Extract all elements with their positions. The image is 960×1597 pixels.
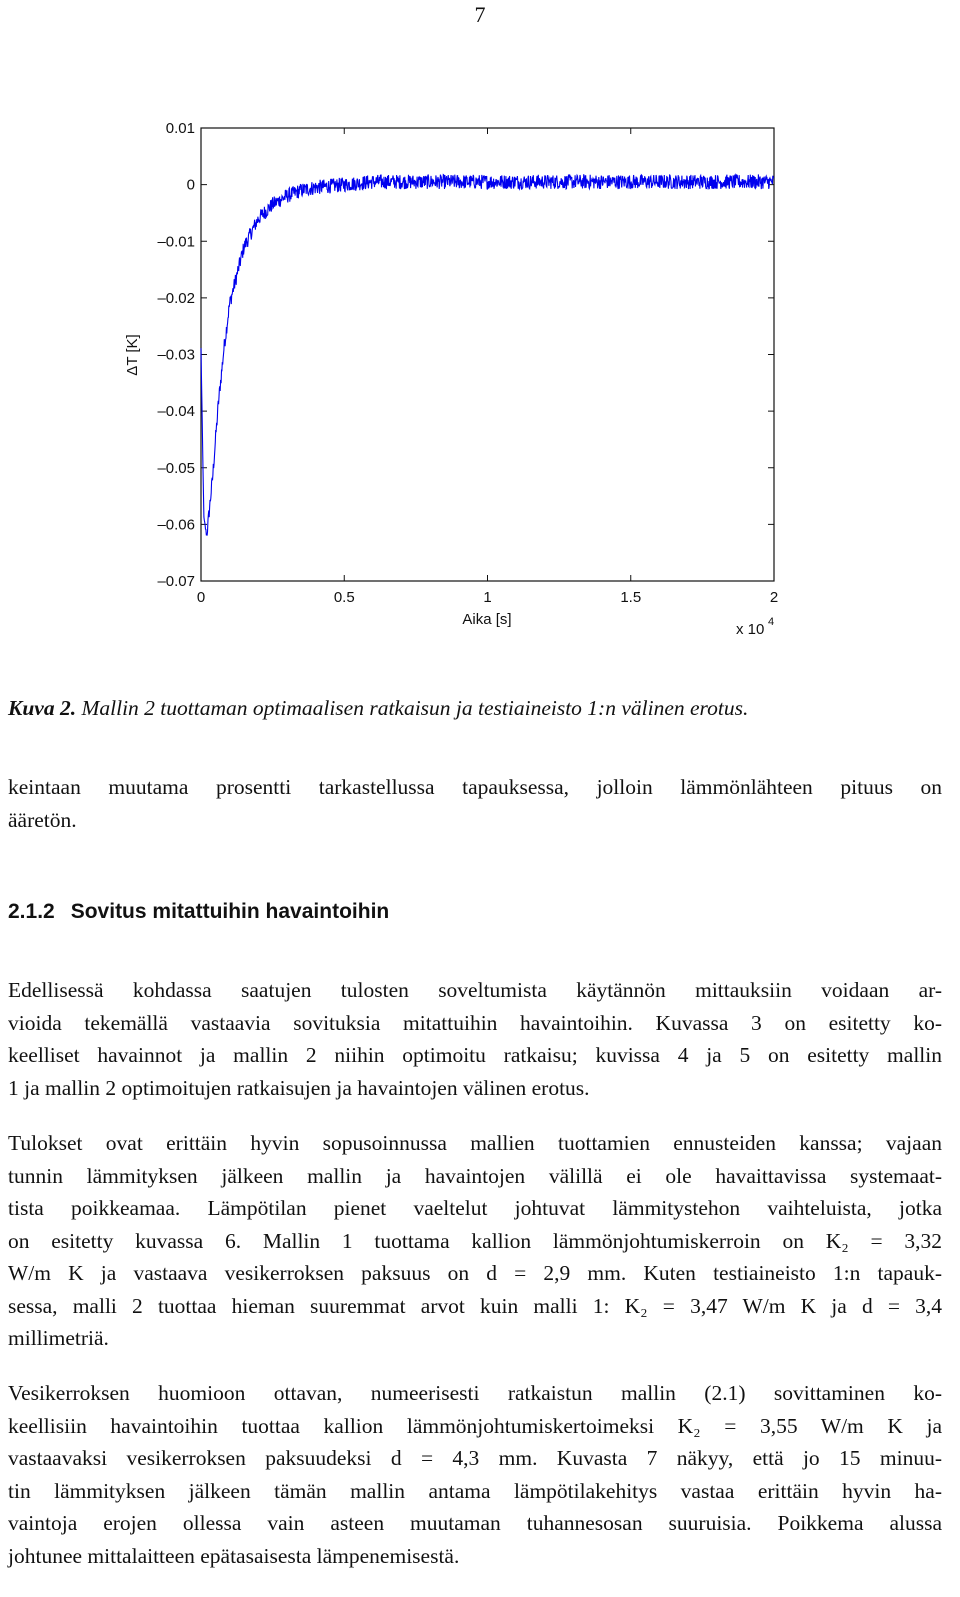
text-line: vaintoja erojen ollessa vain asteen muutaman tuhannesosan suuruisia. Poikkema alussa — [8, 1511, 942, 1535]
x-tick-label: 2 — [769, 589, 779, 606]
y-tick-label: 0 — [186, 176, 195, 194]
paragraph-2 — [8, 1127, 942, 1355]
text-line: keintaan muutama prosentti tarkastellussa tapauksessa, jolloin lämmönlähteen pituus on — [8, 775, 942, 799]
text-line: keellisiin havaintoihin tuottaa kallion lämmönjohtumiskertoimeksi K₂ = 3,55 W/m K ja — [8, 1413, 942, 1438]
text-line: vioida tekemällä vastaavia sovituksia mitattuihin havaintoihin. Kuvassa 3 on esitetty ko- — [8, 1010, 942, 1035]
caption-label: Kuva 2. — [8, 696, 77, 720]
caption-text: Mallin 2 tuottaman optimaalisen ratkaisun ja testiaineisto 1:n välinen erotus. — [76, 696, 749, 720]
section-number: 2.1.2 — [8, 900, 55, 923]
x-tick-label: 1 — [483, 589, 492, 606]
y-tick-label: 0.01 — [165, 120, 195, 137]
y-axis-label: ΔT [K] — [124, 334, 141, 376]
text-line: millimetriä. — [8, 1326, 109, 1350]
page-number: 7 — [474, 2, 486, 27]
y-tick-label: –0.05 — [157, 459, 195, 477]
text-line: johtunee mittalaitteen epätasaisesta lämpenemisestä. — [8, 1543, 460, 1568]
text-line: 1 ja mallin 2 optimoitujen ratkaisujen ja havaintojen välinen erotus. — [8, 1075, 590, 1100]
x-tick-label: 1.5 — [620, 589, 642, 606]
paragraph-1 — [8, 974, 942, 1104]
x-multiplier-exponent: 4 — [768, 616, 775, 628]
x-axis-label: Aika [s] — [462, 611, 512, 628]
section-title: Sovitus mitattuihin havaintoihin — [70, 900, 390, 923]
x-multiplier: x 10 — [736, 621, 765, 638]
y-tick-label: –0.03 — [157, 346, 195, 364]
text-line: tista poikkeamaa. Lämpötilan pienet vaeltelut johtuvat lämmitystehon vaihteluista, jotka — [8, 1196, 942, 1220]
text-line: Edellisessä kohdassa saatujen tulosten soveltumista käytännön mittauksiin voidaan ar- — [8, 978, 942, 1002]
text-line: on esitetty kuvassa 6. Mallin 1 tuottama kallion lämmönjohtumiskerroin on K₂ = 3,32 — [8, 1228, 942, 1253]
y-tick-label: –0.02 — [157, 289, 195, 307]
x-tick-label: 0.5 — [333, 589, 355, 606]
text-line: vastaavaksi vesikerroksen paksuudeksi d = 4,3 mm. Kuvasta 7 näkyy, että jo 15 minuu- — [8, 1446, 942, 1470]
text-line: sessa, malli 2 tuottaa hieman suuremmat arvot kuin malli 1: K₂ = 3,47 W/m K ja d = 3,4 — [8, 1293, 942, 1318]
y-tick-label: –0.07 — [157, 573, 195, 590]
text-line: ääretön. — [8, 807, 77, 832]
figure-caption — [8, 696, 948, 721]
text-line: Tulokset ovat erittäin hyvin sopusoinnussa mallien tuottamien ennusteiden kanssa; vajaan — [8, 1131, 942, 1155]
section-heading — [8, 900, 405, 924]
series-line — [201, 174, 774, 535]
y-tick-label: –0.01 — [157, 233, 195, 251]
text-line: tin lämmityksen jälkeen tämän mallin antama lämpötilakehitys vastaa erittäin hyvin ha- — [8, 1478, 942, 1503]
chart-series — [201, 174, 774, 535]
figure — [0, 0, 960, 695]
y-tick-label: –0.06 — [157, 516, 195, 534]
chart-ticks — [157, 120, 778, 606]
text-line: tunnin lämmityksen jälkeen mallin ja havaintojen välillä ei ole havaittavissa systemaat- — [8, 1163, 942, 1188]
text-line: W/m K ja vastaava vesikerroksen paksuus on d = 2,9 mm. Kuten testiaineisto 1:n tapauk- — [8, 1261, 942, 1285]
text-line: Vesikerroksen huomioon ottavan, numeerisesti ratkaistun mallin (2.1) sovittaminen ko- — [8, 1381, 942, 1405]
text-line: keelliset havainnot ja mallin 2 niihin optimoitu ratkaisu; kuvissa 4 ja 5 on esitetty mallin — [8, 1043, 942, 1067]
intro-paragraph — [8, 771, 942, 836]
x-tick-label: 0 — [196, 589, 206, 606]
paragraph-3 — [8, 1377, 942, 1572]
y-tick-label: –0.04 — [157, 403, 195, 421]
chart — [0, 0, 960, 690]
